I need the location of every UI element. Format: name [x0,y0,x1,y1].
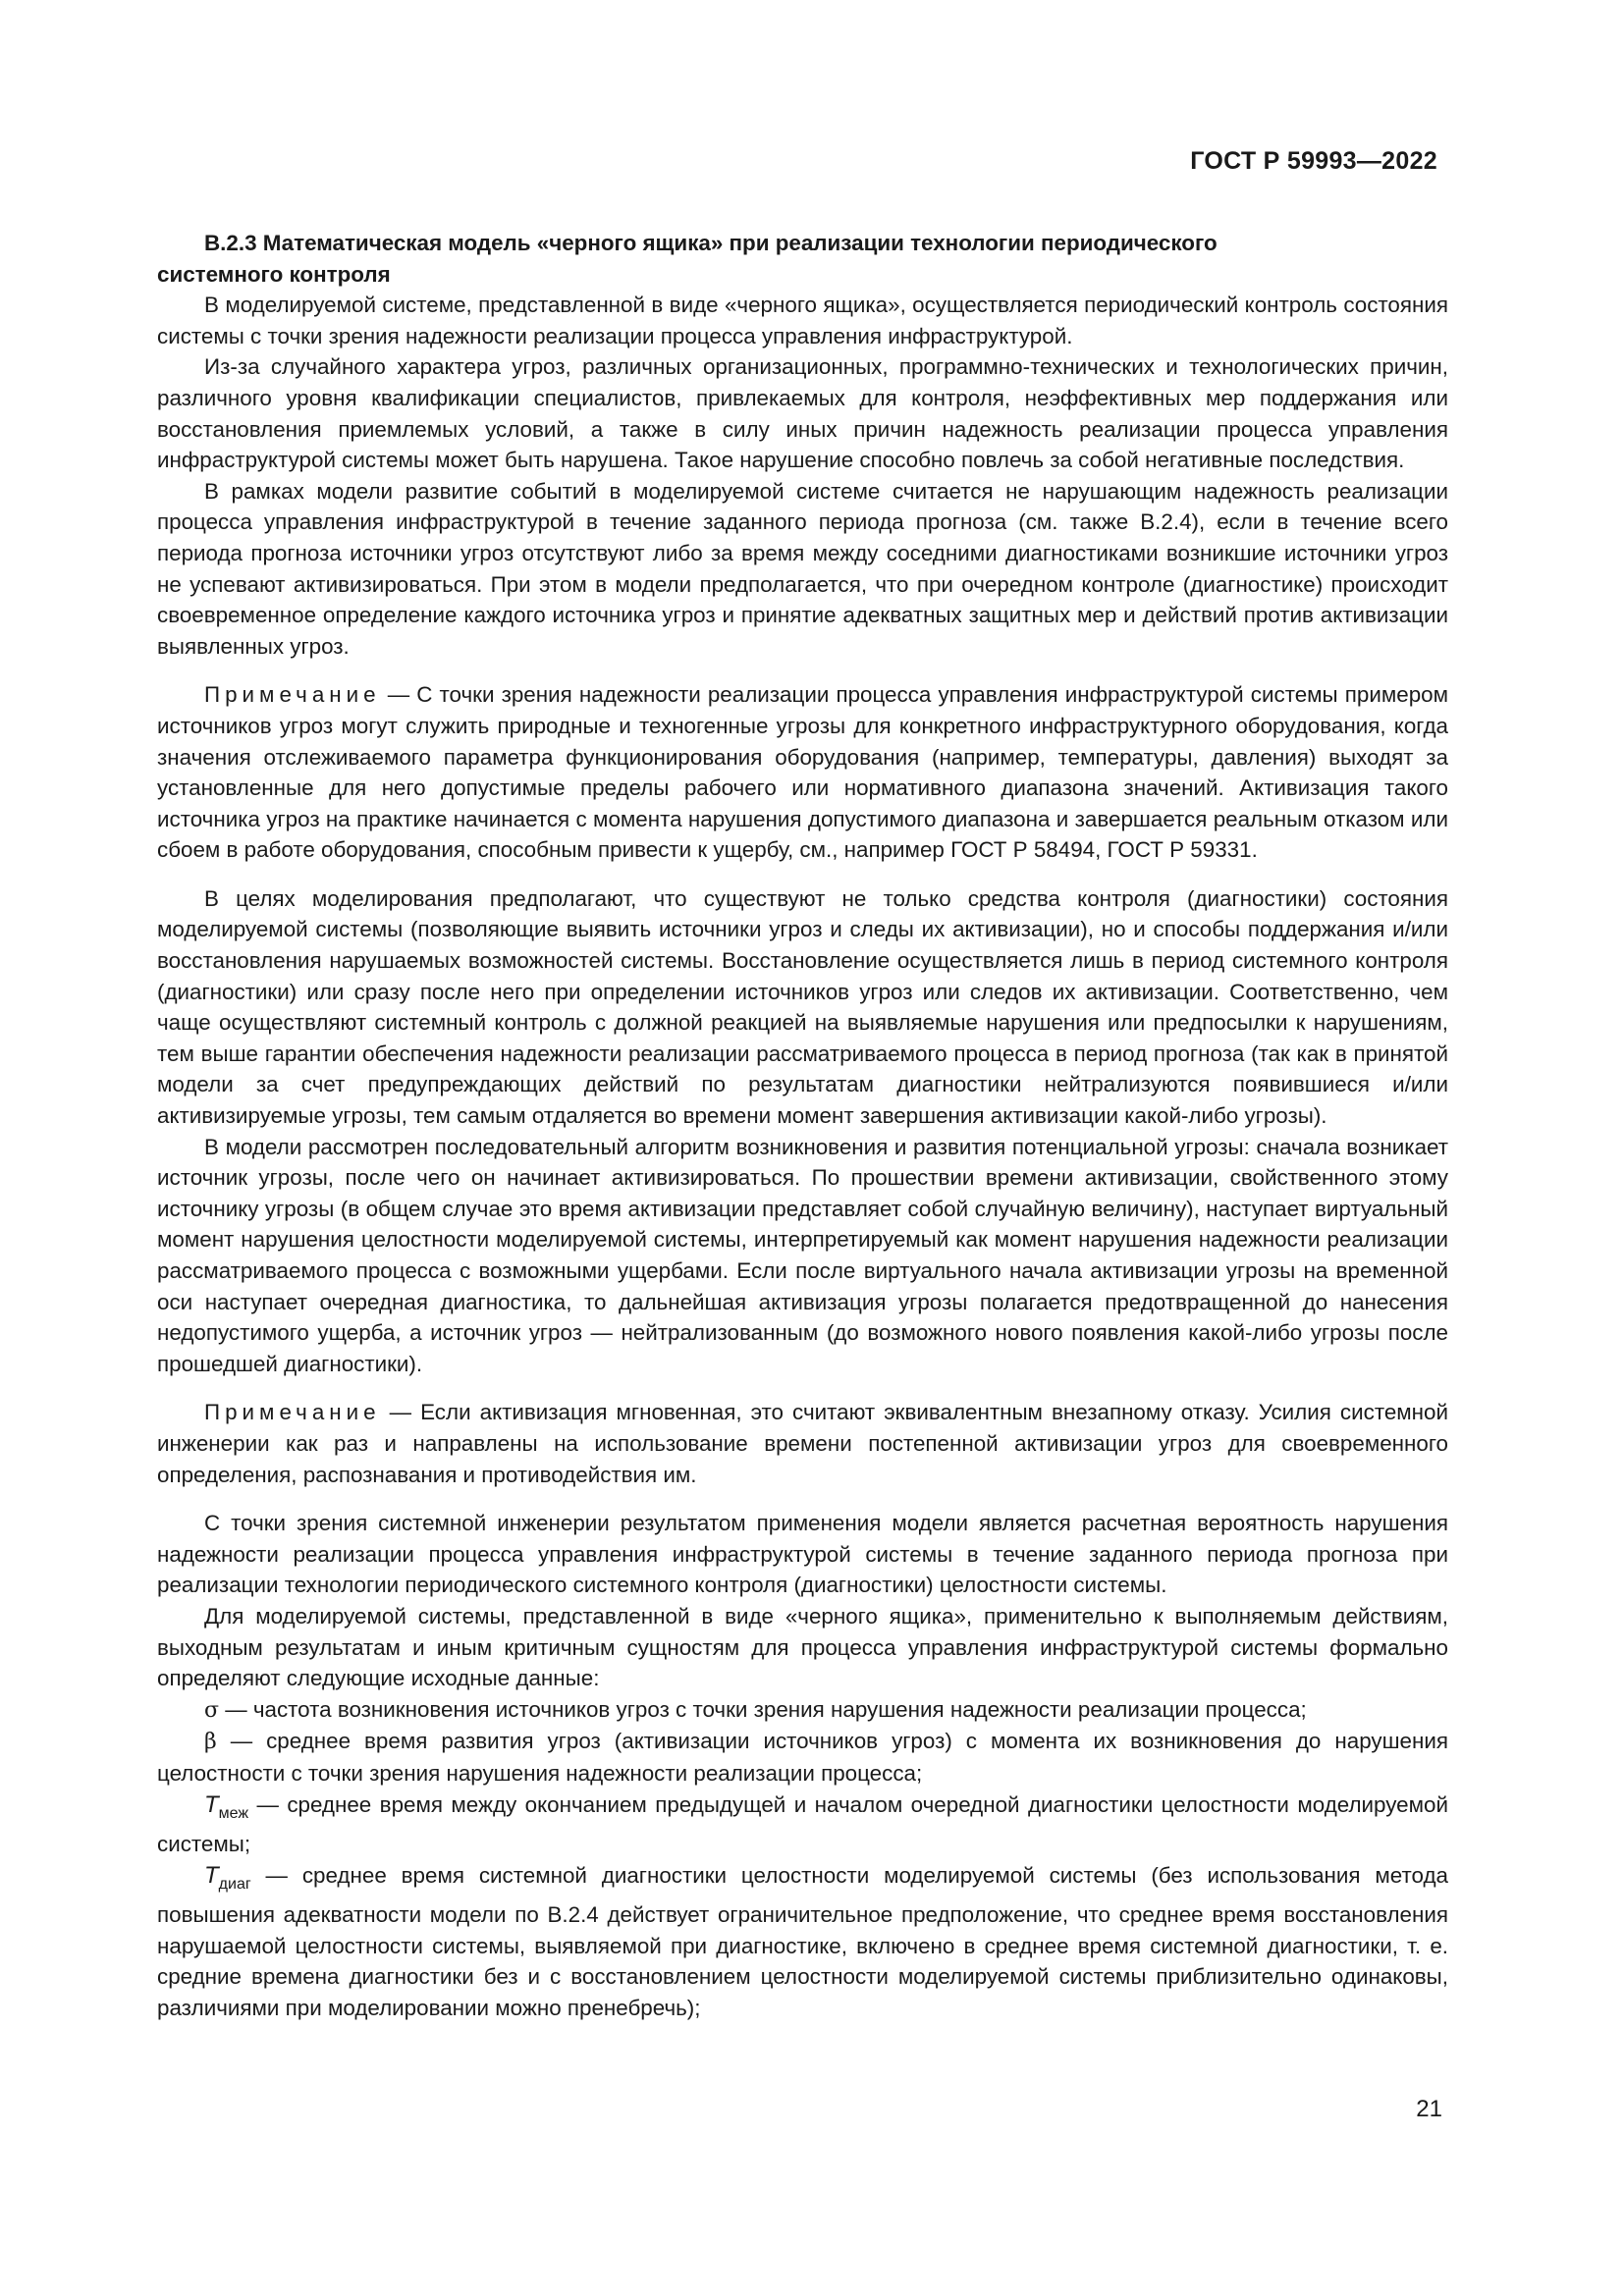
note-2 [157,1397,1448,1490]
paragraph-1: В моделируемой системе, представленной в виде «черного ящика», осуществляется периодический контроль состояния системы с точки зрения надежности реализации процесса управления инфраструктурой. [157,293,1448,348]
note-2-text: — Если активизация мгновенная, это считают эквивалентным внезапному отказу. Усилия системной инженерии как раз и направлены на использование времени постепенной активизации угроз для своевременного определения, распознавания и противодействия им. [157,1400,1448,1487]
note-2-label: Примечание [204,1400,381,1425]
tmezh-symbol: T [204,1790,219,1818]
sigma-text: — частота возникновения источников угроз с точки зрения нарушения надежности реализации процесса; [219,1696,1307,1722]
definition-beta [157,1726,1448,1789]
note-1 [157,679,1448,866]
sigma-symbol: σ [204,1697,220,1723]
note-1-label: Примечание [204,682,381,708]
paragraph-3: В рамках модели развитие событий в моделируемой системе считается не нарушающим надежность реализации процесса управления инфраструктурой в течение заданного периода прогноза (см. также В.2.4), если в течение всего периода прогноза источники угроз отсутствуют либо за время между соседними диагностиками возникшие источники угроз не успевают активизироваться. При этом в модели предполагается, что при очередном контроле (диагностике) происходит своевременное определение каждого источника угроз и принятие адекватных защитных мер и действий против активизации выявленных угроз. [157,478,1448,659]
beta-text: — среднее время развития угроз (активизации источников угроз) с момента их возникновения до нарушения целостности с точки зрения нарушения надежности реализации процесса; [157,1729,1448,1786]
definition-sigma [157,1694,1448,1727]
page-number: 21 [1416,2096,1442,2122]
section-title-line1: В.2.3 Математическая модель «черного ящика» при реализации технологии периодического [204,231,1218,255]
tdiag-text: — среднее время системной диагностики целостности моделируемой системы (без использования метода повышения адекватности модели по В.2.4 действует ограничительное предположение, что среднее время восстановления нарушаемой целостности системы, выявляемой при диагностике, включено в среднее время системной диагностики, т. е. средние времена диагностики без и с восстановлением целостности моделируемой системы приблизительно одинаковы, различиями при моделировании можно пренебречь); [157,1862,1448,2021]
paragraph-4: В целях моделирования предполагают, что существуют не только средства контроля (диагностики) состояния моделируемой системы (позволяющие выявить источники угроз и следы их активизации), но и способы поддержания и/или восстановления нарушаемых возможностей системы. Восстановление осуществляется лишь в период системного контроля (диагностики) или сразу после него при определении источников угроз или следов их активизации. Соответственно, чем чаще осуществляют системный контроль с должной реакцией на выявляемые нарушения или предпосылки к нарушениям, тем выше гарантии обеспечения надежности реализации рассматриваемого процесса в период прогноза (так как в принятой модели за счет предупреждающих действий по результатам диагностики нейтрализуются появившиеся и/или активизируемые угрозы, тем самым отдаляется во времени момент завершения активизации какой-либо угрозы). [157,885,1448,1129]
section-title [157,228,1448,290]
note-1-text: — С точки зрения надежности реализации процесса управления инфраструктурой системы примером источников угроз могут служить природные и техногенные угрозы для конкретного инфраструктурного оборудования, когда значения отслеживаемого параметра функционирования оборудования (например, температуры, давления) выходят за установленные для него допустимые пределы рабочего или нормативного диапазона значений. Активизация такого источника угроз на практике начинается с момента нарушения допустимого диапазона и завершается реальным отказом или сбоем в работе оборудования, способным привести к ущербу, см., например ГОСТ Р 58494, ГОСТ Р 59331. [157,682,1448,863]
paragraph-2: Из-за случайного характера угроз, различных организационных, программно-технических и технологических причин, различного уровня квалификации специалистов, привлекаемых для контроля, неэффективных мер поддержания или восстановления приемлемых условий, а также в силу иных причин надежность реализации процесса управления инфраструктурой системы может быть нарушена. Такое нарушение способно повлечь за собой негативные последствия. [157,354,1448,473]
tdiag-subscript: диаг [218,1875,251,1893]
beta-symbol: β [204,1730,217,1755]
definition-tmezh [157,1789,1448,1860]
paragraph-5: В модели рассмотрен последовательный алгоритм возникновения и развития потенциальной угрозы: сначала возникает источник угрозы, после чего он начинает активизироваться. По прошествии времени активизации, свойственного этому источнику угрозы (в общем случае это время активизации представляет собой случайную величину), наступает виртуальный момент нарушения целостности моделируемой системы, интерпретируемый как момент нарушения надежности реализации рассматриваемого процесса с возможными ущербами. Если после виртуального начала активизации угрозы на временной оси наступает очередная диагностика, то дальнейшая активизация угрозы полагается предотвращенной до нанесения недопустимого ущерба, а источник угроз — нейтрализованным (до возможного нового появления какой-либо угрозы после прошедшей диагностики). [157,1134,1448,1376]
document-body [157,228,1448,2024]
definition-tdiag [157,1860,1448,2024]
paragraph-6: С точки зрения системной инженерии результатом применения модели является расчетная вероятность нарушения надежности реализации процесса управления инфраструктурой системы в течение заданного периода прогноза при реализации технологии периодического системного контроля (диагностики) целостности системы. [157,1511,1448,1598]
paragraph-7: Для моделируемой системы, представленной в виде «черного ящика», применительно к выполняемым действиям, выходным результатам и иным критичным сущностям для процесса управления инфраструктурой системы формально определяют следующие исходные данные: [157,1603,1448,1691]
tmezh-subscript: меж [218,1804,249,1822]
section-title-line2: системного контроля [157,261,391,287]
document-code: ГОСТ Р 59993—2022 [1190,147,1437,175]
tdiag-symbol: T [204,1861,219,1889]
tmezh-text: — среднее время между окончанием предыдущей и началом очередной диагностики целостности моделируемой системы; [157,1791,1448,1857]
